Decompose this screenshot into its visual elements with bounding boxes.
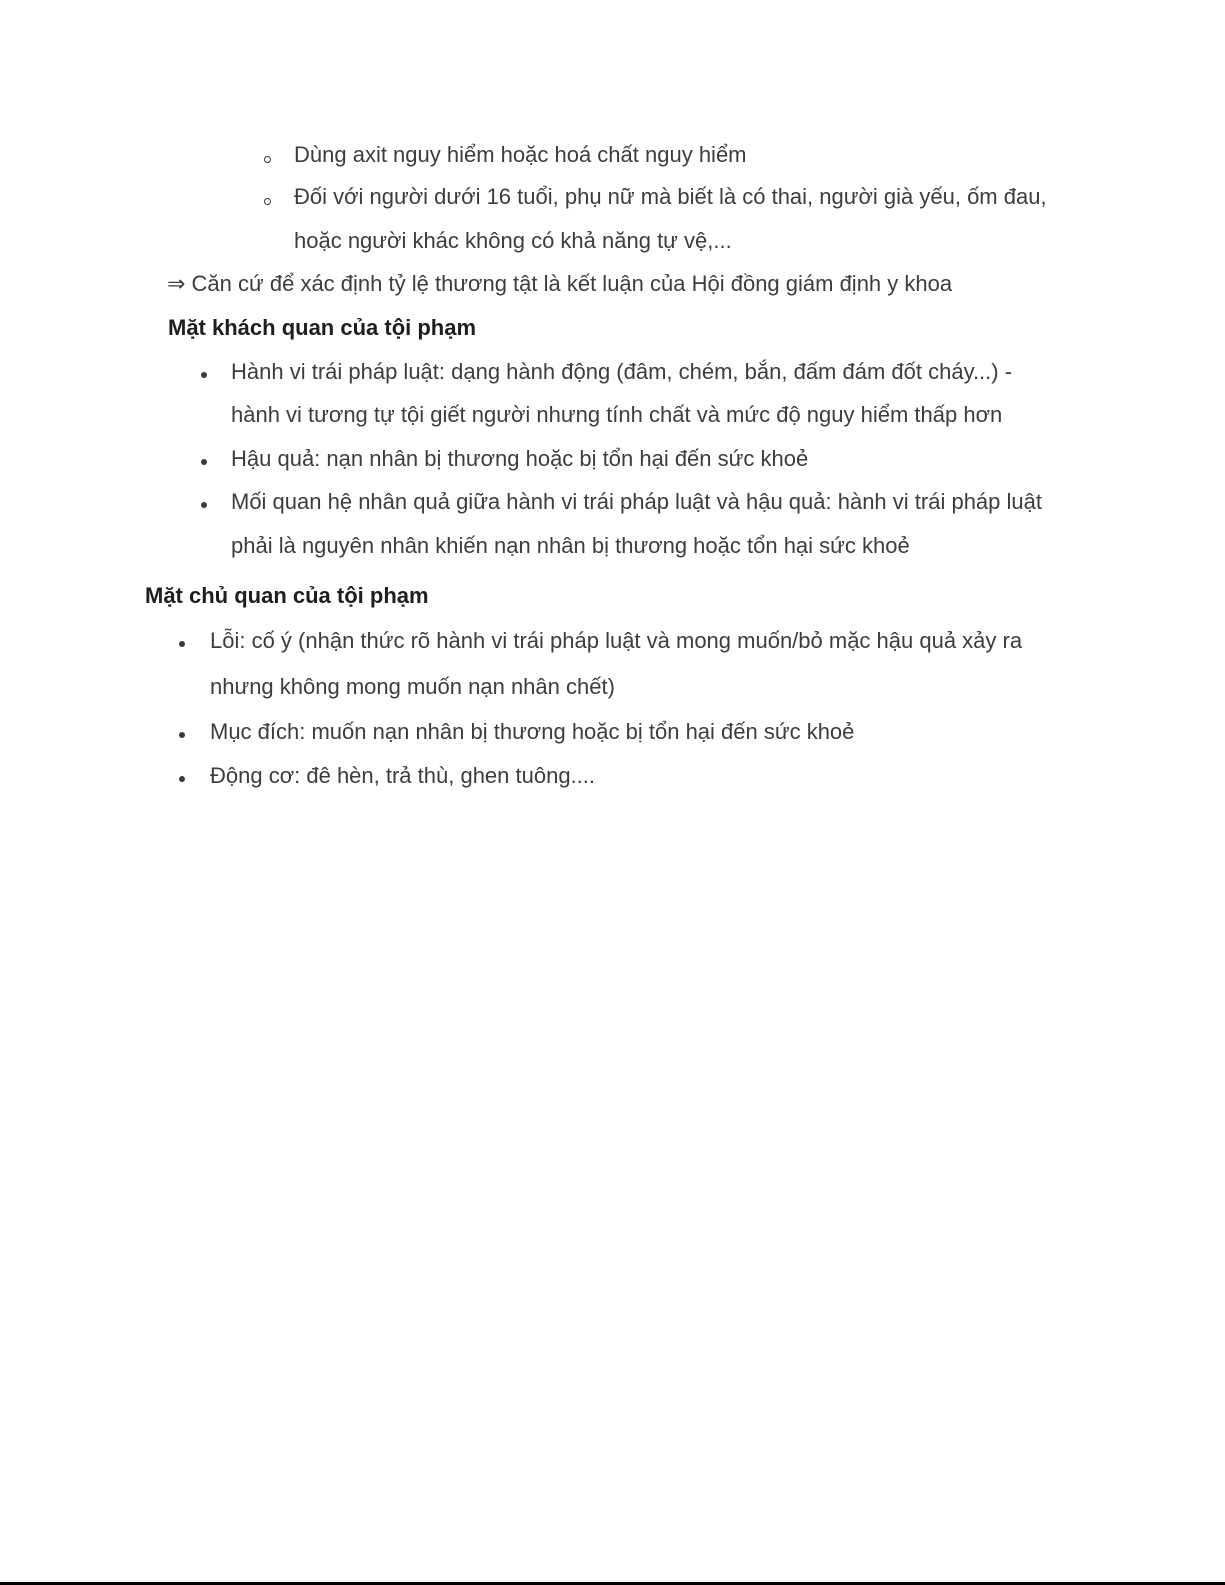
disc-bullet-icon (201, 502, 207, 508)
subjective-heading: Mặt chủ quan của tội phạm (145, 583, 429, 608)
objective-heading: Mặt khách quan của tội phạm (168, 315, 477, 340)
conclusion-text: ⇒ Căn cứ để xác định tỷ lệ thương tật là kết luận của Hội đồng giám định y khoa (167, 271, 953, 296)
objective-item-3-line-1: Mối quan hệ nhân quả giữa hành vi trái pháp luật và hậu quả: hành vi trái pháp luật (231, 489, 1042, 514)
subjective-item-2-line-1: Mục đích: muốn nạn nhân bị thương hoặc bị tổn hại đến sức khoẻ (210, 719, 855, 744)
objective-item-3-line-2: phải là nguyên nhân khiến nạn nhân bị thương hoặc tổn hại sức khoẻ (231, 533, 910, 558)
sub-list-item-2-line-2: hoặc người khác không có khả năng tự vệ,... (294, 228, 732, 253)
subjective-item-3-line-1: Động cơ: đê hèn, trả thù, ghen tuông.... (210, 763, 596, 788)
circle-bullet-icon (264, 198, 271, 205)
disc-bullet-icon (179, 732, 185, 738)
objective-item-1-line-1: Hành vi trái pháp luật: dạng hành động (đâm, chém, bắn, đấm đám đốt cháy...) - (231, 359, 1013, 384)
disc-bullet-icon (179, 641, 185, 647)
disc-bullet-icon (179, 776, 185, 782)
circle-bullet-icon (264, 156, 271, 163)
disc-bullet-icon (201, 372, 207, 378)
sub-list-item-2-line-1: Đối với người dưới 16 tuổi, phụ nữ mà biết là có thai, người già yếu, ốm đau, (294, 184, 1047, 209)
sub-list-item-1-line-1: Dùng axit nguy hiểm hoặc hoá chất nguy hiểm (294, 142, 747, 167)
subjective-item-1-line-1: Lỗi: cố ý (nhận thức rõ hành vi trái pháp luật và mong muốn/bỏ mặc hậu quả xảy ra (210, 628, 1023, 653)
subjective-item-1-line-2: nhưng không mong muốn nạn nhân chết) (210, 674, 615, 699)
objective-item-1-line-2: hành vi tương tự tội giết người nhưng tính chất và mức độ nguy hiểm thấp hơn (231, 402, 1003, 427)
objective-item-2-line-1: Hậu quả: nạn nhân bị thương hoặc bị tổn hại đến sức khoẻ (231, 446, 809, 471)
disc-bullet-icon (201, 459, 207, 465)
